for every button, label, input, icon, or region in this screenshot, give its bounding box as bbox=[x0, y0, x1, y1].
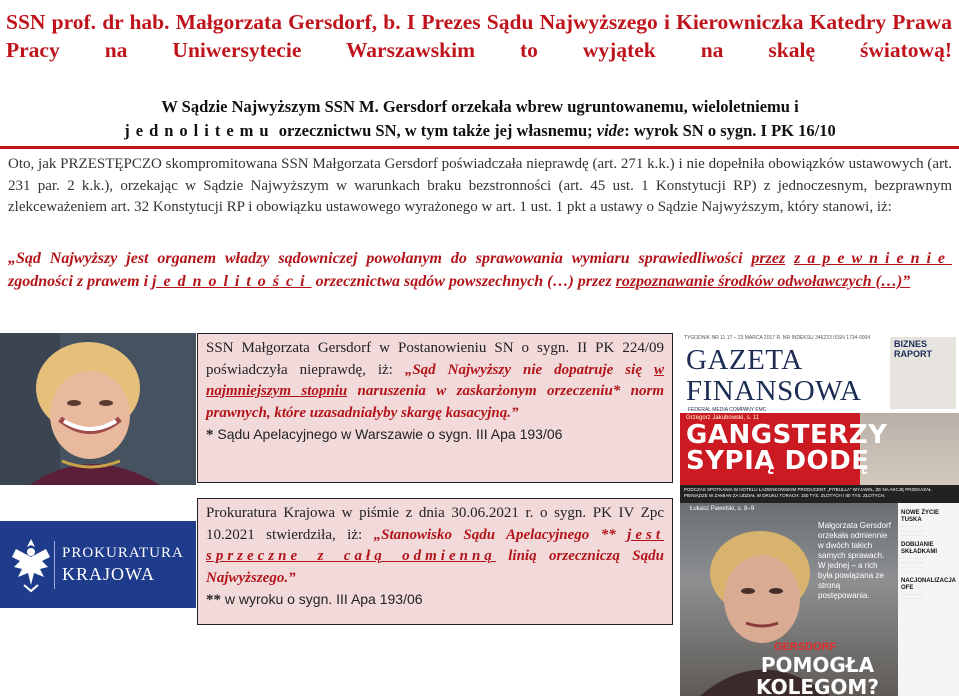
magazine-issue-line: TYGODNIK NR 11 17 – 23 MARCA 2017 R. NR INDEKSU 346233 ISSN 1734-0004 bbox=[684, 335, 871, 341]
magazine-name-line1: GAZETA bbox=[686, 344, 803, 376]
logo-line1: PROKURATURA bbox=[62, 545, 184, 561]
portrait-illustration bbox=[0, 333, 196, 485]
sidebar-story-2: DOBIJANIE SKŁADKAMI bbox=[901, 541, 937, 555]
quote-part-f: orzecznictwa sądów powszechnych (…) przez bbox=[311, 273, 612, 290]
box1-quote-end: naruszenia w zaskarżonym orzeczeniu* norm prawnych, które uzasadniałyby skargę kasacyjną.” bbox=[206, 383, 664, 421]
magazine-main-photo bbox=[680, 503, 898, 696]
quote-box-sn bbox=[197, 333, 673, 483]
main-headline-line2: KOLEGOM? bbox=[756, 675, 879, 696]
statute-quote bbox=[8, 247, 952, 293]
box1-quote-start: „Sąd Najwyższy nie dopatruje się bbox=[404, 361, 654, 378]
quote-part-b: przez bbox=[751, 250, 786, 267]
box1-intro: SSN Małgorzata Gersdorf w Postanowieniu SN o sygn. II PK 224/09 poświadczyła nieprawdę, iż: bbox=[206, 340, 664, 378]
quote-box-prokuratura bbox=[197, 498, 673, 625]
subtitle-line1: W Sądzie Najwyższym SSN M. Gersdorf orzekała wbrew ugruntowanemu, wieloletniemu i bbox=[161, 97, 799, 116]
box1-note: Sądu Apelacyjnego w Warszawie o sygn. III Apa 193/06 bbox=[213, 426, 563, 442]
quote-part-g: rozpoznawanie środków odwoławczych (…)” bbox=[615, 273, 911, 290]
gersdorf-photo bbox=[0, 333, 196, 485]
quote-part-a: „Sąd Najwyższy jest organem władzy sądowniczej powołanym do sprawowania wymiaru sprawiedliwości bbox=[8, 250, 752, 267]
page-title: SSN prof. dr hab. Małgorzata Gersdorf, b. I Prezes Sądu Najwyższego i Kierowniczka Katedry Prawa Pracy na Uniwersytecie Warszawskim to wyjątek na skalę światową! bbox=[6, 10, 952, 62]
sidebar-story-2-filler: . . . . . . . . . . . . . . . . . . . . . . . . . . . . . . . . . . . . . . . . . . . . . . . . bbox=[901, 555, 924, 573]
box2-quote-start: „Stanowisko Sądu Apelacyjnego ** bbox=[373, 526, 628, 543]
magazine-cover bbox=[680, 333, 959, 696]
box2-note-mark: ** bbox=[206, 592, 221, 608]
magazine-publisher: FEDERAL MEDIA COMPANY FMC bbox=[688, 407, 767, 413]
main-paragraph: Oto, jak PRZESTĘPCZO skompromitowana SSN Małgorzata Gersdorf poświadczała nieprawdę (art. 271 k.k.) i nie dopełniła obowiązków ustawowych (art. 231 par. 2 k.k.), orzekając w Sądzie Najwyższym w warunkach braku bezstronności (art. 45 ust. 1 Konstytucji RP) z jednoczesnym, bezprawnym zlekceważeniem art. 32 Konstytucji RP i obowiązku ustawowego wyrażonego w art. 1 ust. 1 pkt a ustawy o Sądzie Najwyższym, który stanowi, iż: bbox=[8, 156, 952, 215]
prokuratura-logo bbox=[0, 521, 196, 608]
quote-part-e: jednolitości bbox=[152, 273, 312, 290]
quote-part-d: zgodności z prawem i bbox=[8, 273, 153, 290]
headline-author: Grzegorz Jakubowski, s. 11 bbox=[686, 415, 760, 421]
red-divider bbox=[0, 146, 959, 149]
subtitle-line2: orzecznictwu SN, w tym także jej własnemu; bbox=[274, 121, 597, 140]
magazine-headline-banner bbox=[680, 413, 959, 485]
headline-line1: GANGSTERZY bbox=[686, 420, 888, 450]
logo-text bbox=[62, 543, 184, 585]
sidebar-story-3-filler: . . . . . . . . . . . . . . . . . . . . . . . . bbox=[901, 591, 924, 600]
subtitle-line2-end: : wyrok SN o sygn. I PK 16/10 bbox=[624, 121, 836, 140]
headline-text bbox=[686, 422, 888, 474]
box2-quote-end: linią orzeczniczą Sądu Najwyższego.” bbox=[206, 548, 664, 586]
eagle-emblem-icon bbox=[6, 535, 56, 595]
main-story-author: Łukasz Pawelski, s. 8–9 bbox=[690, 506, 755, 512]
logo-line2: KRAJOWA bbox=[62, 564, 156, 584]
magazine-sidebar bbox=[898, 503, 959, 696]
box2-note: w wyroku o sygn. III Apa 193/06 bbox=[221, 591, 423, 607]
main-story-kicker: GERSDORF bbox=[774, 641, 837, 653]
sidebar-story-1-filler: . . . . . . . . . . . . . . . . . . . . . . . . . . . . . . . . . . . . bbox=[901, 524, 924, 537]
subtitle-vide: vide bbox=[596, 121, 625, 140]
magazine-name-line2: FINANSOWA bbox=[686, 375, 862, 407]
main-headline-line1: POMOGŁA bbox=[760, 653, 875, 677]
sidebar-story-3: NACJONALIZACJA OFE bbox=[901, 577, 956, 591]
main-story-headline bbox=[756, 654, 879, 696]
box1-quote-underlined: w najmniejszym stopniu bbox=[206, 361, 664, 399]
main-story-caption: Małgorzata Gersdorf orzekała odmiennie w dwóch takich samych sprawach. W jednej – a rich była powiązana ze stroną postępowania. bbox=[818, 521, 891, 600]
magazine-name bbox=[686, 345, 861, 407]
magazine-biznes-raport bbox=[890, 337, 956, 409]
magazine-strip: PODCZAS SPOTKANIA W HOTELU ŁAZIENKOWSKIM PRODUCENT „PITBULLA” WYJAWIŁ, ŻE NA AKCJĘ PRZEKAZAŁ PIENIĄDZE W ZAMIAN ZA UDZIAŁ W DRUKU TORACH: 150 TYS. ZŁOTYCH I 80 TYS. ZŁOTYCH. bbox=[680, 485, 959, 503]
headline-line2: SYPIĄ DODĘ bbox=[686, 446, 870, 476]
box2-intro: Prokuratura Krajowa w piśmie z dnia 30.06.2021 r. o sygn. PK IV Zpc 10.2021 stwierdziła, iż: bbox=[206, 505, 664, 543]
logo-divider bbox=[54, 541, 55, 589]
subtitle bbox=[8, 95, 952, 143]
quote-part-c: zapewnienie bbox=[794, 250, 953, 267]
biznes-raport-label: BIZNES RAPORT bbox=[894, 339, 932, 359]
box1-note-mark: * bbox=[206, 427, 214, 443]
subtitle-spaced-word: jednolitemu bbox=[124, 121, 275, 140]
sidebar-story-1: NOWE ŻYCIE TUSKA bbox=[901, 510, 940, 523]
box2-quote-underlined: jest sprzeczne z całą odmienną bbox=[206, 526, 664, 564]
